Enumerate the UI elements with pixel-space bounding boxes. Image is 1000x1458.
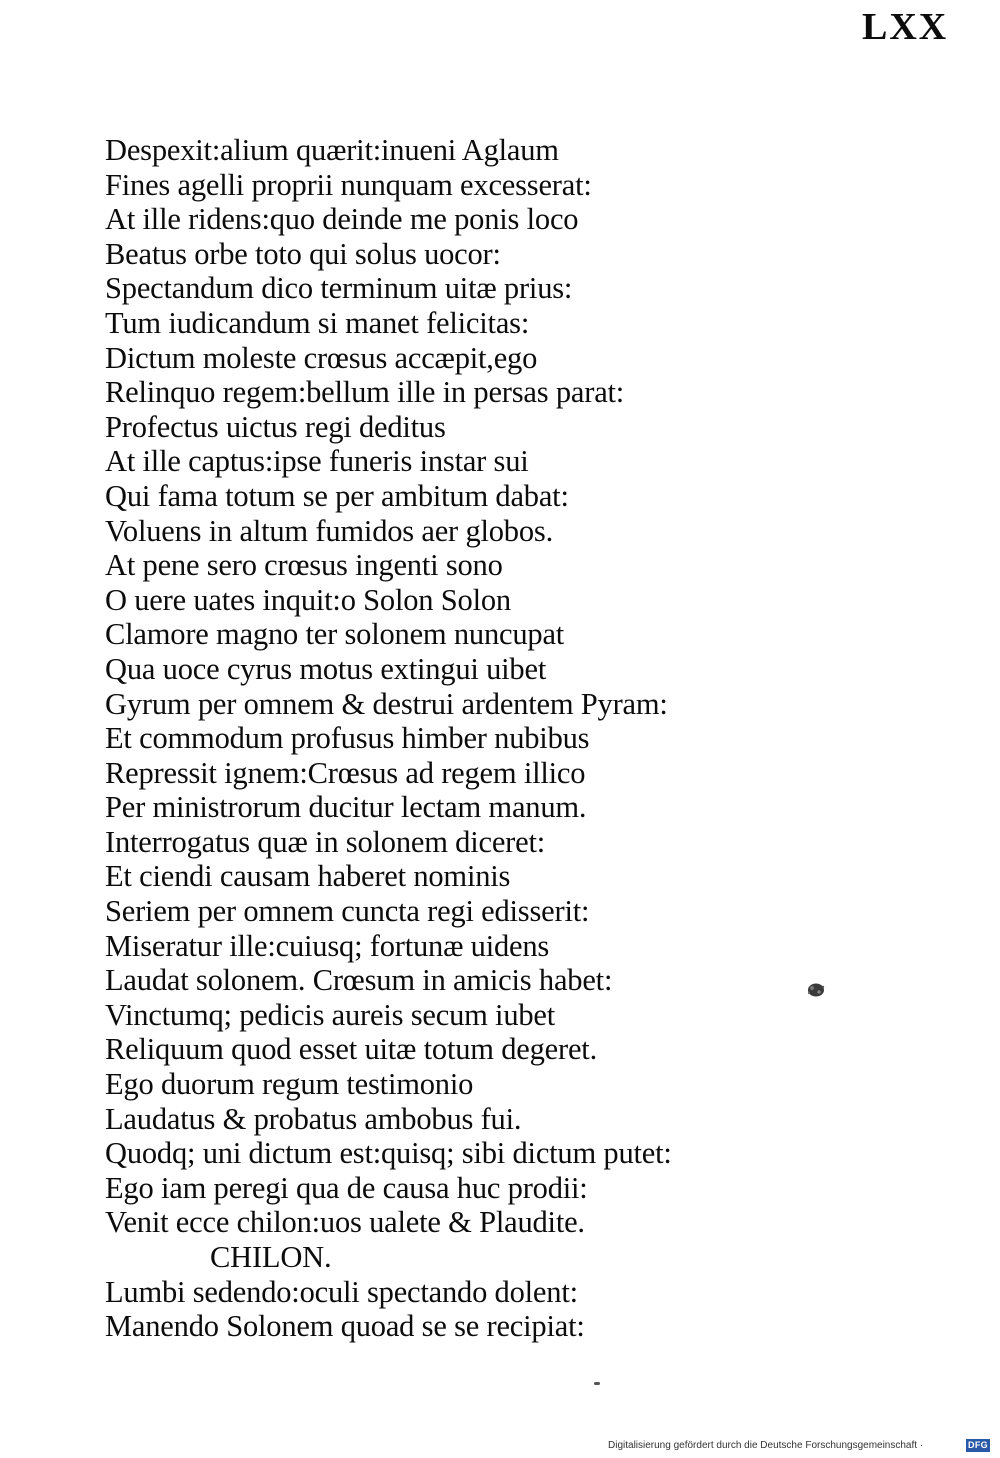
- verse-line: Despexit:alium quærit:inueni Aglaum: [105, 133, 559, 167]
- verse-line: Laudat solonem. Crœsum in amicis habet:: [105, 963, 613, 998]
- verse-line: Beatus orbe toto qui solus uocor:: [105, 236, 501, 271]
- verse-line: Vinctumq; pedicis aureis secum iubet: [105, 997, 556, 1032]
- verse-line: At ille captus:ipse funeris instar sui: [105, 444, 529, 479]
- verse-line: Reliquum quod esset uitæ totum degeret.: [105, 1032, 597, 1067]
- verse-line: Quodq; uni dictum est:quisq; sibi dictum putet:: [105, 1136, 672, 1171]
- verse-line: Relinquo regem:bellum ille in persas parat:: [105, 375, 625, 410]
- verse-line: Ego duorum regum testimonio: [105, 1067, 474, 1102]
- verse-line: Per ministrorum ducitur lectam manum.: [105, 790, 587, 825]
- verse-line: Gyrum per omnem & destrui ardentem Pyram:: [105, 686, 668, 721]
- verse-line: Manendo Solonem quoad se se recipiat:: [105, 1309, 585, 1344]
- verse-line: Ego iam peregi qua de causa huc prodii:: [105, 1170, 588, 1205]
- dfg-logo: DFG: [966, 1439, 990, 1452]
- verse-line: Profectus uictus regi deditus: [105, 409, 446, 444]
- verse-line: At ille ridens:quo deinde me ponis loco: [105, 202, 579, 237]
- verse-line: Dictum moleste crœsus accæpit,ego: [105, 340, 538, 375]
- verse-line: Et commodum profusus himber nubibus: [105, 721, 590, 756]
- verse-text: [105, 133, 825, 1344]
- verse-line: Lumbi sedendo:oculi spectando dolent:: [105, 1274, 578, 1309]
- verse-line: Spectandum dico terminum uitæ prius:: [105, 271, 573, 306]
- verse-line: Venit ecce chilon:uos ualete & Plaudite.: [105, 1205, 585, 1240]
- verse-line: Tum iudicandum si manet felicitas:: [105, 305, 530, 340]
- verse-line: Seriem per omnem cuncta regi edisserit:: [105, 894, 590, 929]
- stray-ink-mark: [594, 1382, 600, 1385]
- verse-line: Interrogatus quæ in solonem diceret:: [105, 824, 546, 859]
- page-number: LXX: [862, 6, 949, 48]
- verse-line: Qua uoce cyrus motus extingui uibet: [105, 651, 547, 686]
- digitization-credit: Digitalisierung gefördert durch die Deutsche Forschungsgemeinschaft ·: [608, 1440, 924, 1451]
- verse-line: Miseratur ille:cuiusq; fortunæ uidens: [105, 928, 550, 963]
- section-heading: CHILON.: [210, 1240, 332, 1274]
- verse-line: Et ciendi causam haberet nominis: [105, 859, 511, 894]
- verse-line: At pene sero crœsus ingenti sono: [105, 548, 503, 583]
- verse-line: Clamore magno ter solonem nuncupat: [105, 617, 565, 652]
- verse-line: Voluens in altum fumidos aer globos.: [105, 513, 554, 548]
- verse-line: Repressit ignem:Crœsus ad regem illico: [105, 755, 586, 790]
- verse-line: O uere uates inquit:o Solon Solon: [105, 582, 511, 617]
- ink-blot-mark: [806, 981, 826, 999]
- verse-line: Fines agelli proprii nunquam excesserat:: [105, 167, 592, 202]
- verse-line: Laudatus & probatus ambobus fui.: [105, 1101, 522, 1136]
- verse-line: Qui fama totum se per ambitum dabat:: [105, 478, 569, 513]
